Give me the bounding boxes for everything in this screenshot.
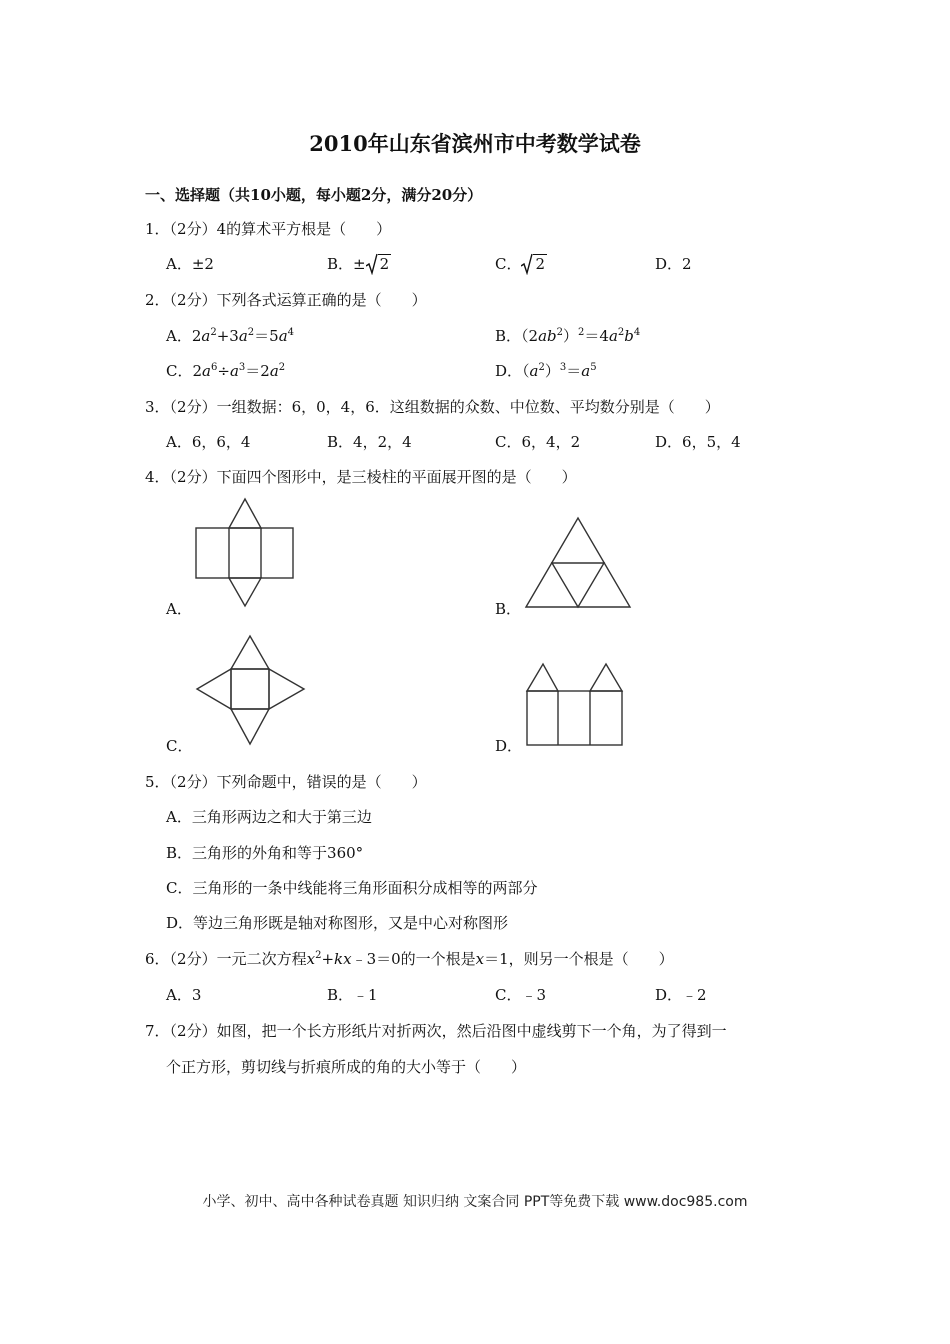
question-6-stem: 6．（2分）一元二次方程$x^2+kx﹣3=0$的一个根是x＝1，则另一个根是（ ） (145, 950, 674, 968)
q5-option-b: B．三角形的外角和等于360° (166, 844, 364, 862)
q2-option-a: A．$2a^2+3a^2=5a^4$ (166, 327, 295, 345)
q6-option-d: D．﹣2 (655, 986, 707, 1004)
q1-option-a: A．±2 (166, 255, 214, 273)
page-footer: 小学、初中、高中各种试卷真题 知识归纳 文案合同 PPT等免费下载 www.doc985.com (202, 1194, 748, 1210)
q4-option-a-label: A． (166, 600, 192, 618)
q6-option-c: C．﹣3 (495, 986, 547, 1004)
q3-option-d: D．6，5，4 (655, 433, 741, 451)
q1-option-b: B．± 2 (327, 255, 390, 273)
q2-option-c: C．$2a^6\div a^3=2a^2$ (166, 362, 286, 380)
q1-option-c: C． 2 (495, 255, 546, 273)
question-7-stem-line1: 7．（2分）如图，把一个长方形纸片对折两次，然后沿图中虚线剪下一个角，为了得到一 (145, 1022, 727, 1040)
question-3-stem: 3．（2分）一组数据：6，0，4，6．这组数据的众数、中位数、平均数分别是（ ） (145, 398, 720, 416)
question-1-stem: 1．（2分）4的算术平方根是（ ） (145, 220, 392, 238)
q2-option-b: B．$(2ab^2)^2=4a^2b^4$ (495, 327, 641, 345)
q4-option-b-label: B． (495, 600, 522, 618)
figure-c-net (193, 633, 308, 748)
q6-option-b: B．﹣1 (327, 986, 378, 1004)
question-2-stem: 2．（2分）下列各式运算正确的是（ ） (145, 291, 427, 309)
q2-option-d: D．$(a^2)^3=a^5$ (495, 362, 597, 380)
q3-option-c: C．6，4，2 (495, 433, 581, 451)
question-7-stem-line2: 个正方形，剪切线与折痕所成的角的大小等于（ ） (166, 1058, 527, 1076)
q4-option-d-label: D． (495, 737, 523, 755)
q3-option-b: B．4，2，4 (327, 433, 412, 451)
question-5-stem: 5．（2分）下列命题中，错误的是（ ） (145, 773, 427, 791)
sqrt-symbol: 2 (521, 255, 547, 273)
sqrt-symbol: 2 (366, 255, 392, 273)
figure-d-net (523, 660, 627, 750)
q5-option-c: C．三角形的一条中线能将三角形面积分成相等的两部分 (166, 879, 538, 897)
q4-option-c-label: C． (166, 737, 193, 755)
section-heading: 一、选择题（共10小题，每小题2分，满分20分） (145, 186, 483, 204)
q1-option-d: D．2 (655, 255, 692, 273)
page-title: 2010年山东省滨州市中考数学试卷 (309, 131, 641, 156)
question-4-stem: 4．（2分）下面四个图形中，是三棱柱的平面展开图的是（ ） (145, 468, 577, 486)
q3-option-a: A．6，6，4 (166, 433, 251, 451)
figure-a-net (190, 495, 300, 610)
q5-option-d: D．等边三角形既是轴对称图形，又是中心对称图形 (166, 914, 509, 932)
q5-option-a: A．三角形两边之和大于第三边 (166, 808, 372, 826)
figure-b-net (522, 515, 634, 611)
q6-option-a: A．3 (166, 986, 202, 1004)
